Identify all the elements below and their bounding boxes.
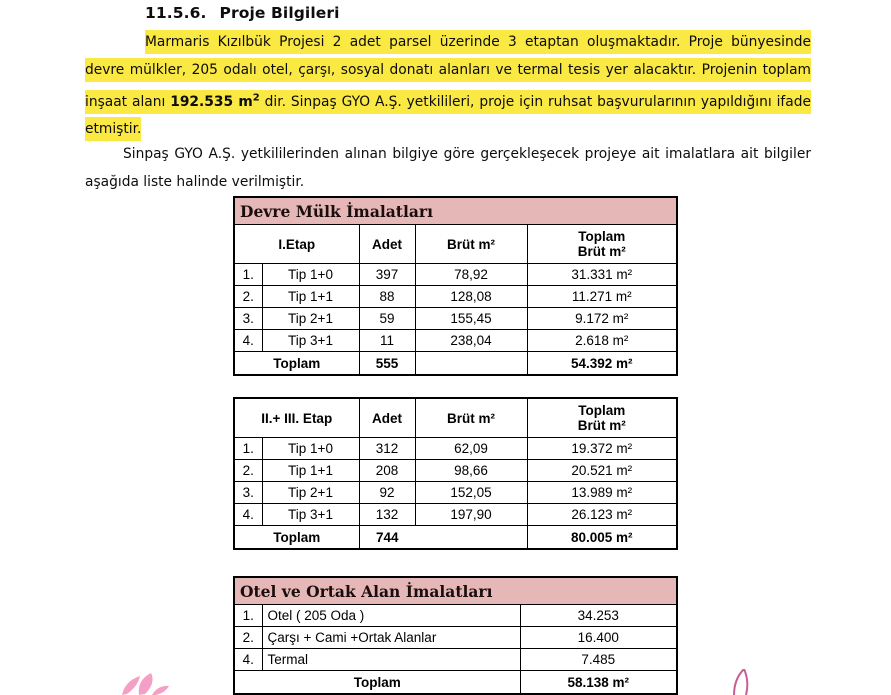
total-label: Toplam [234, 352, 359, 376]
cell-tip: Tip 2+1 [262, 308, 359, 330]
cell-brut: 78,92 [415, 264, 527, 286]
intro-paragraph [85, 29, 811, 144]
col-header-adet: Adet [359, 398, 415, 438]
total-label: Toplam [234, 671, 520, 695]
superscript-two: 2 [252, 92, 260, 104]
col-header-etap: II.+ III. Etap [234, 398, 359, 438]
cell-tip: Tip 3+1 [262, 504, 359, 526]
cell-toplam: 2.618 m² [527, 330, 677, 352]
table-row [234, 482, 677, 504]
cell-no: 1. [234, 438, 262, 460]
cell-tip: Tip 1+1 [262, 286, 359, 308]
cell-value: 16.400 [520, 627, 677, 649]
table-row [234, 438, 677, 460]
cell-desc: Çarşı + Cami +Ortak Alanlar [262, 627, 520, 649]
col-header-adet: Adet [359, 225, 415, 264]
cell-brut: 62,09 [415, 438, 527, 460]
total-adet: 555 [359, 352, 415, 376]
cell-adet: 88 [359, 286, 415, 308]
cell-brut: 152,05 [415, 482, 527, 504]
etap-2-3-table [233, 397, 678, 550]
table-row [234, 264, 677, 286]
table-row [234, 308, 677, 330]
cell-value: 7.485 [520, 649, 677, 671]
table-title: Otel ve Ortak Alan İmalatları [234, 577, 677, 605]
cell-brut: 128,08 [415, 286, 527, 308]
cell-tip: Tip 3+1 [262, 330, 359, 352]
table-total-row [234, 671, 677, 695]
cell-adet: 312 [359, 438, 415, 460]
paragraph-text-end: dir. Sinpaş GYO A.Ş. yetkilileri, proje için ruhsat başvurularının yapıldığını ifade etmiştir. [85, 93, 811, 138]
col-header-toplam: Toplam Brüt m² [527, 225, 677, 264]
cell-tip: Tip 2+1 [262, 482, 359, 504]
cell-brut: 197,90 [415, 504, 527, 526]
cell-no: 4. [234, 649, 262, 671]
petal-outline-icon [722, 669, 756, 695]
col-header-etap: I.Etap [234, 225, 359, 264]
highlighted-text [85, 30, 811, 141]
cell-toplam: 26.123 m² [527, 504, 677, 526]
total-label: Toplam [234, 526, 359, 550]
cell-desc: Termal [262, 649, 520, 671]
cell-adet: 132 [359, 504, 415, 526]
cell-toplam: 19.372 m² [527, 438, 677, 460]
total-toplam: 54.392 m² [527, 352, 677, 376]
cell-toplam: 9.172 m² [527, 308, 677, 330]
cell-tip: Tip 1+0 [262, 438, 359, 460]
cell-adet: 59 [359, 308, 415, 330]
table-total-row [234, 526, 677, 550]
table-row [234, 649, 677, 671]
section-heading [145, 4, 340, 22]
section-title: Proje Bilgileri [219, 4, 340, 22]
cell-toplam: 13.989 m² [527, 482, 677, 504]
devre-mulk-table [233, 196, 678, 376]
cell-adet: 208 [359, 460, 415, 482]
table-row [234, 330, 677, 352]
cell-brut: 98,66 [415, 460, 527, 482]
cell-tip: Tip 1+0 [262, 264, 359, 286]
cell-no: 2. [234, 460, 262, 482]
table-header-row [234, 398, 677, 438]
cell-adet: 11 [359, 330, 415, 352]
section-number: 11.5.6. [145, 4, 207, 22]
cell-no: 4. [234, 504, 262, 526]
total-value: 58.138 m² [520, 671, 677, 695]
cell-no: 1. [234, 605, 262, 627]
cell-no: 3. [234, 482, 262, 504]
cell-brut: 155,45 [415, 308, 527, 330]
otel-ortak-alan-table [233, 576, 678, 695]
cell-no: 3. [234, 308, 262, 330]
second-paragraph: Sinpaş GYO A.Ş. yetkililerinden alınan bilgiye göre gerçekleşecek projeye ait imalatlara ait bilgiler aşağıda liste halinde verilmiştir. [85, 146, 811, 190]
cell-value: 34.253 [520, 605, 677, 627]
cell-empty [415, 526, 527, 550]
paragraph-text-start: Marmaris Kızılbük Projesi 2 adet parsel üzerinde 3 etaptan oluşmaktadır. Proje bünyesinde devre mülkler, 205 odalı otel, çarşı, sosyal donatı alanları ve termal tesis yer alacaktır. Projenin toplam inşaat alanı [85, 34, 811, 110]
col-header-brut: Brüt m² [415, 225, 527, 264]
cell-brut: 238,04 [415, 330, 527, 352]
cell-desc: Otel ( 205 Oda ) [262, 605, 520, 627]
cell-adet: 397 [359, 264, 415, 286]
lotus-flower-icon [112, 670, 170, 695]
table-title-row [234, 197, 677, 225]
table-header-row [234, 225, 677, 264]
cell-no: 2. [234, 627, 262, 649]
col-header-toplam: Toplam Brüt m² [527, 398, 677, 438]
table-title-row [234, 577, 677, 605]
cell-tip: Tip 1+1 [262, 460, 359, 482]
table-row [234, 460, 677, 482]
cell-empty [415, 352, 527, 376]
table-title: Devre Mülk İmalatları [234, 197, 677, 225]
cell-adet: 92 [359, 482, 415, 504]
total-toplam: 80.005 m² [527, 526, 677, 550]
col-header-brut: Brüt m² [415, 398, 527, 438]
cell-toplam: 31.331 m² [527, 264, 677, 286]
total-construction-area-value: 192.535 m [170, 93, 253, 110]
table-row [234, 286, 677, 308]
cell-toplam: 11.271 m² [527, 286, 677, 308]
total-adet: 744 [359, 526, 415, 550]
cell-toplam: 20.521 m² [527, 460, 677, 482]
table-total-row [234, 352, 677, 376]
table-row [234, 504, 677, 526]
cell-no: 4. [234, 330, 262, 352]
cell-no: 2. [234, 286, 262, 308]
cell-no: 1. [234, 264, 262, 286]
table-row [234, 605, 677, 627]
table-row [234, 627, 677, 649]
